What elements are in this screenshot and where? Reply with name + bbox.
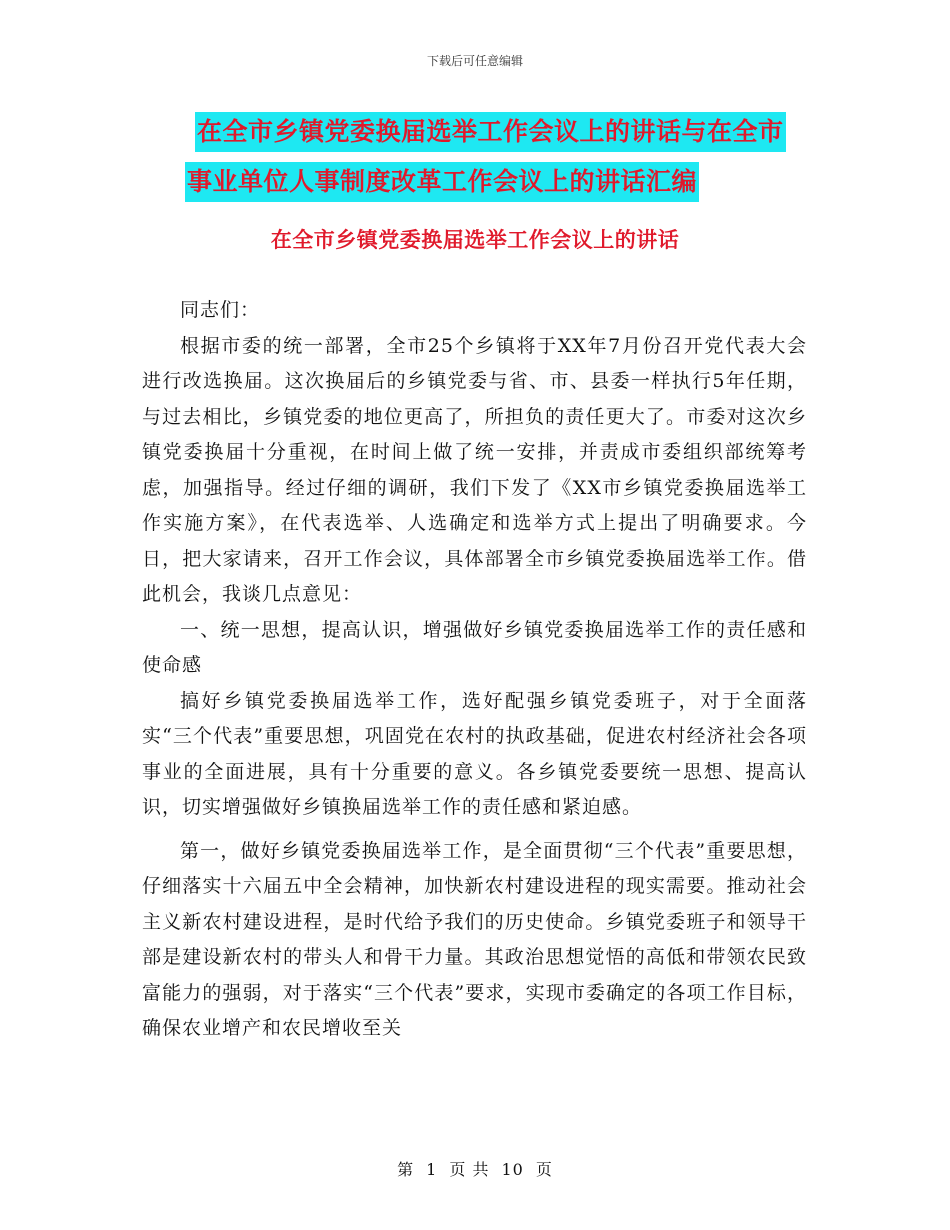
footer-mid: 页 共	[449, 1160, 490, 1179]
document-title-line-1: 在全市乡镇党委换届选举工作会议上的讲话与在全市	[195, 112, 786, 152]
page-footer	[0, 1157, 950, 1180]
document-title-line-2: 事业单位人事制度改革工作会议上的讲话汇编	[185, 162, 699, 202]
section-title: 在全市乡镇党委换届选举工作会议上的讲话	[270, 227, 680, 252]
document-title	[185, 110, 825, 204]
paragraph-salutation: 同志们：	[180, 299, 261, 321]
footer-total-pages: 10	[501, 1160, 524, 1179]
paragraph: 搞好乡镇党委换届选举工作，选好配强乡镇党委班子，对于全面落实“三个代表”重要思想，巩固党在农村的执政基础，促进农村经济社会各项事业的全面进展，具有十分重要的意义。各乡镇党委要统一思想、提高认识，切实增强做好乡镇换届选举工作的责任感和紧迫感。	[142, 689, 807, 818]
footer-prefix: 第	[397, 1160, 415, 1179]
paragraph: 根据市委的统一部署，全市25个乡镇将于XX年7月份召开党代表大会进行改选换届。这次换届后的乡镇党委与省、市、县委一样执行5年任期，与过去相比，乡镇党委的地位更高了，所担负的责任更大了。市委对这次乡镇党委换届十分重视，在时间上做了统一安排，并责成市委组织部统筹考虑，加强指导。经过仔细的调研，我们下发了《XX市乡镇党委换届选举工作实施方案》，在代表选举、人选确定和选举方式上提出了明确要求。今日，把大家请来，召开工作会议，具体部署全市乡镇党委换届选举工作。借此机会，我谈几点意见：	[142, 334, 807, 605]
paragraph: 第一，做好乡镇党委换届选举工作，是全面贯彻“三个代表”重要思想，仔细落实十六届五中全会精神，加快新农村建设进程的现实需要。推动社会主义新农村建设进程，是时代给予我们的历史使命。乡镇党委班子和领导干部是建设新农村的带头人和骨干力量。其政治思想觉悟的高低和带领农民致富能力的强弱，对于落实“三个代表”要求，实现市委确定的各项工作目标，确保农业增产和农民增收至关	[142, 839, 807, 1039]
footer-suffix: 页	[535, 1160, 553, 1179]
paragraph-heading: 一、统一思想，提高认识，增强做好乡镇党委换届选举工作的责任感和使命感	[142, 618, 807, 676]
footer-page-number: 1	[426, 1160, 438, 1179]
header-note: 下载后可任意编辑	[426, 54, 523, 68]
body-text	[142, 293, 807, 1047]
